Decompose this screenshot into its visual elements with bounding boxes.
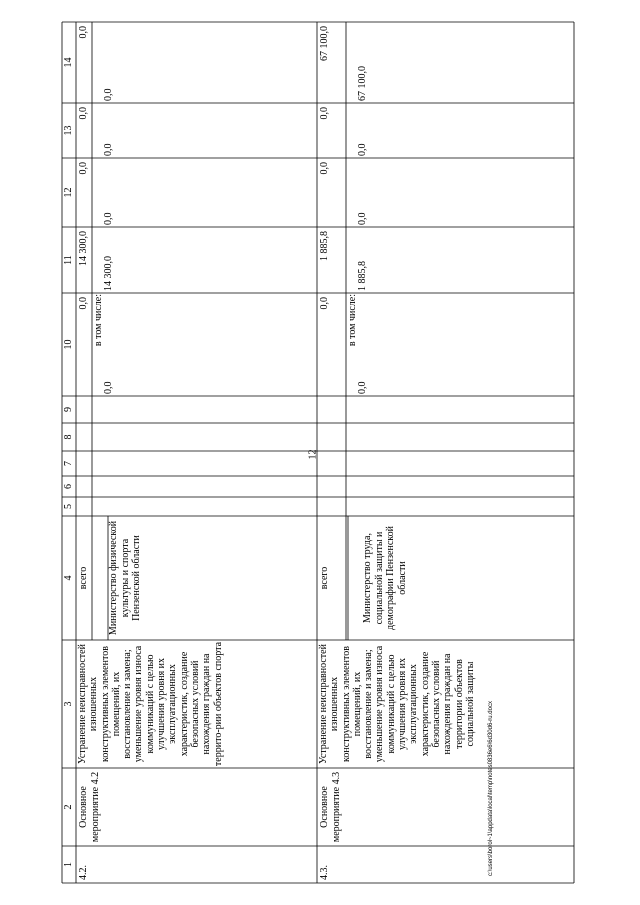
row-4-2-ministry-col11: 14 300,0 (103, 256, 114, 291)
row-4-2-ministry-col12: 0,0 (103, 212, 114, 225)
column-header-9: 9 (63, 407, 74, 412)
row-4-2-total-col10: 0,0 (78, 297, 89, 310)
column-header-2: 2 (63, 804, 74, 810)
column-header-14: 14 (63, 57, 74, 68)
row-4-3-ministry-col12: 0,0 (357, 212, 368, 225)
row-4-2-total-col12: 0,0 (78, 162, 89, 175)
column-header-10: 10 (63, 339, 74, 350)
page-number: 12 (307, 449, 319, 460)
column-header-5: 5 (63, 504, 74, 509)
row-4-2-ministry-source: Министерство физической культуры и спорта Пензенской области (108, 520, 142, 636)
row-4-2-total-col14: 0,0 (78, 26, 89, 39)
row-4-3-ministry-col10-label: в том числе: (347, 294, 358, 347)
column-header-6: 6 (63, 484, 74, 489)
column-header-11: 11 (63, 255, 74, 265)
row-4-3-ministry-source: Министерство труда, социальной защиты и демографии Пензенской области (362, 526, 408, 630)
column-header-8: 8 (63, 434, 74, 440)
row-4-3-total-col12: 0,0 (319, 162, 330, 175)
column-header-12: 12 (63, 187, 74, 198)
row-4-2-ministry-col14: 0,0 (103, 88, 114, 101)
row-4-2-ministry-col10: 0,0 (103, 381, 114, 394)
row-4-3-description: Устранение неисправностей изношенных конструктивных элементов помещений, их восстановление и замена; уменьшение уровня износа коммуникаций с целью улучшения уровня их эксплуатационных характеристик, создание безопасных условий нахождения граждан на территории объектов социальной защиты (318, 644, 476, 764)
row-4-3-ministry-col11: 1 885,8 (357, 261, 368, 291)
column-header-3: 3 (63, 701, 74, 707)
row-4-2-description: Устранение неисправностей изношенных конструктивных элементов помещений, их восстановление и замена; уменьшение уровня износа коммуникаций с целью улучшения уровня их эксплуатационных характеристик, создание безопасных условий нахождения граждан на террито-рии объектов спорта (77, 641, 224, 767)
row-4-3-total-col14: 67 100,0 (319, 26, 330, 61)
column-header-1: 1 (63, 862, 74, 867)
row-4-3-total-source: всего (319, 566, 330, 590)
row-4-3-total-col13: 0,0 (319, 107, 330, 120)
footer-file-path: c:\users\borol~1\appdata\local\temp\notes0836e6\6d30d6-ru.docx (488, 701, 494, 876)
column-header-7: 7 (63, 461, 74, 466)
column-header-13: 13 (63, 125, 74, 136)
row-4-2-ministry-col10-label: в том числе: (93, 294, 104, 347)
row-4-2-total-source: всего (78, 566, 89, 590)
row-4-3-ministry-col10: 0,0 (357, 381, 368, 394)
row-4-2-number: 4.2. (78, 865, 89, 880)
row-4-3-total-col11: 1 885,8 (319, 231, 330, 261)
row-4-2-total-col13: 0,0 (78, 107, 89, 120)
row-4-2-ministry-col13: 0,0 (103, 143, 114, 156)
row-4-3-number: 4.3. (319, 865, 330, 880)
row-4-2-measure: Основное мероприятие 4.2 (78, 771, 101, 843)
row-4-2-total-col11: 14 300,0 (78, 231, 89, 266)
row-4-3-total-col10: 0,0 (319, 297, 330, 310)
row-4-3-ministry-col14: 67 100,0 (357, 66, 368, 101)
row-4-3-ministry-col13: 0,0 (357, 143, 368, 156)
row-4-3-measure: Основное мероприятие 4.3 (319, 771, 342, 843)
column-header-4: 4 (63, 575, 74, 581)
